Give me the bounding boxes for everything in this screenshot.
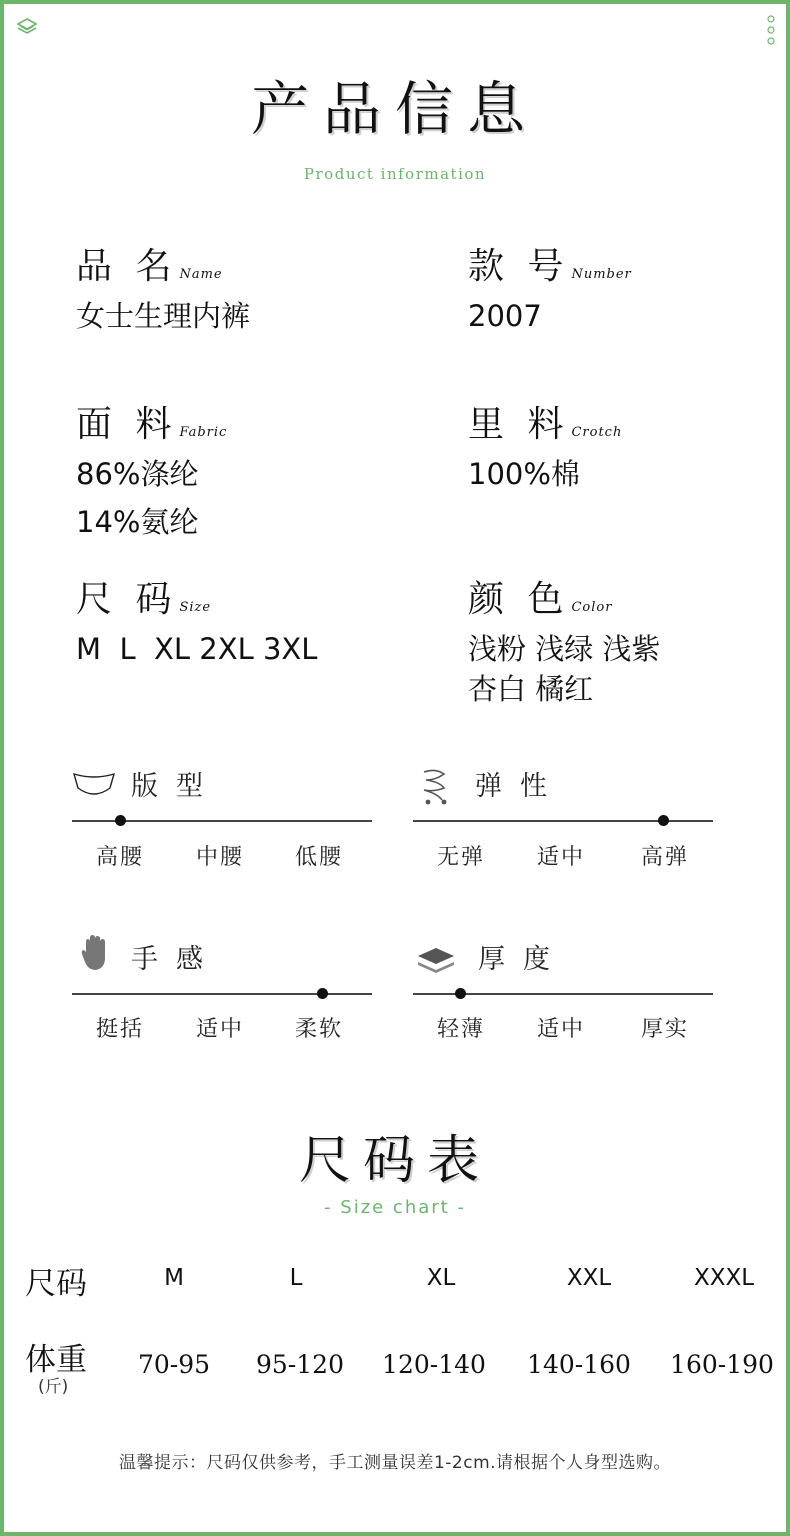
attr-style-title: 版型 [131, 771, 221, 802]
attr-feel-marker [317, 988, 328, 999]
name-label-cn: 品 名 [76, 246, 178, 287]
color-label-en: Color [571, 600, 613, 615]
attr-elasticity-option-1: 无弹 [437, 845, 486, 870]
size-value: M L XL 2XL 3XL [76, 632, 318, 666]
fabric-label-cn: 面 料 [76, 404, 178, 445]
crotch-label-cn: 里 料 [468, 404, 570, 445]
attr-feel-title: 手感 [131, 944, 221, 975]
layers-icon [416, 946, 456, 976]
number-label-cn: 款 号 [468, 246, 570, 287]
underwear-icon [72, 770, 116, 796]
fabric-value-2: 14%氨纶 [76, 505, 199, 539]
more-dots-icon[interactable] [766, 14, 776, 46]
size-cell-3: XL [426, 1265, 456, 1291]
size-label [76, 571, 211, 622]
name-label-en: Name [179, 267, 223, 282]
attr-elasticity-option-3: 高弹 [641, 845, 690, 870]
size-cell-4: XXL [566, 1265, 612, 1291]
size-row-label: 尺码 [25, 1266, 87, 1302]
number-label-en: Number [571, 267, 632, 282]
color-label [468, 571, 612, 622]
weight-cell-1: 70-95 [137, 1350, 211, 1379]
weight-cell-4: 140-160 [527, 1350, 631, 1379]
page-subtitle: Product information [303, 165, 487, 183]
size-cell-2: L [289, 1265, 303, 1291]
attr-thickness-title: 厚度 [478, 944, 568, 975]
attr-thickness-option-1: 轻薄 [437, 1017, 486, 1042]
fabric-label-en: Fabric [179, 425, 228, 440]
attr-style-marker [115, 815, 126, 826]
attr-elasticity-title: 弹性 [475, 771, 565, 802]
fabric-value-1: 86%涤纶 [76, 457, 199, 491]
attr-elasticity-marker [658, 815, 669, 826]
attr-style-option-1: 高腰 [96, 845, 145, 870]
attr-style-option-3: 低腰 [295, 845, 344, 870]
spring-icon [416, 766, 454, 806]
number-label [468, 238, 632, 289]
name-label [76, 238, 223, 289]
attr-feel-option-3: 柔软 [295, 1017, 344, 1042]
name-value: 女士生理内裤 [76, 299, 251, 333]
size-label-en: Size [179, 600, 212, 615]
page-title: 产品信息 [250, 75, 539, 143]
weight-cell-5: 160-190 [670, 1350, 774, 1379]
attr-style-option-2: 中腰 [196, 845, 245, 870]
size-cell-1: M [164, 1265, 184, 1291]
measurement-tip: 温馨提示：尺码仅供参考，手工测量误差1-2cm.请根据个人身型选购。 [118, 1453, 672, 1473]
weight-cell-2: 95-120 [256, 1350, 344, 1379]
weight-unit-label: (斤) [38, 1377, 69, 1397]
fabric-label [76, 396, 227, 447]
crotch-label-en: Crotch [571, 425, 623, 440]
attr-elasticity-option-2: 适中 [537, 845, 586, 870]
size-cell-5: XXXL [693, 1265, 755, 1291]
size-label-cn: 尺 码 [76, 579, 178, 620]
color-label-cn: 颜 色 [468, 579, 570, 620]
attr-thickness-option-3: 厚实 [641, 1017, 690, 1042]
hand-icon [80, 934, 110, 972]
weight-cell-3: 120-140 [382, 1350, 486, 1379]
color-value-1: 浅粉 浅绿 浅紫 [468, 632, 661, 666]
attr-feel-option-1: 挺括 [96, 1017, 145, 1042]
attr-thickness-marker [455, 988, 466, 999]
size-chart-title: 尺码表 [298, 1131, 491, 1191]
weight-row-label: 体重 [25, 1342, 87, 1378]
color-value-2: 杏白 橘红 [468, 672, 594, 706]
crotch-value: 100%棉 [468, 457, 580, 491]
layers-corner-icon [16, 16, 38, 38]
attr-thickness-option-2: 适中 [537, 1017, 586, 1042]
size-chart-subtitle: - Size chart - [324, 1197, 466, 1218]
number-value: 2007 [468, 299, 542, 333]
attr-feel-option-2: 适中 [196, 1017, 245, 1042]
crotch-label [468, 396, 622, 447]
